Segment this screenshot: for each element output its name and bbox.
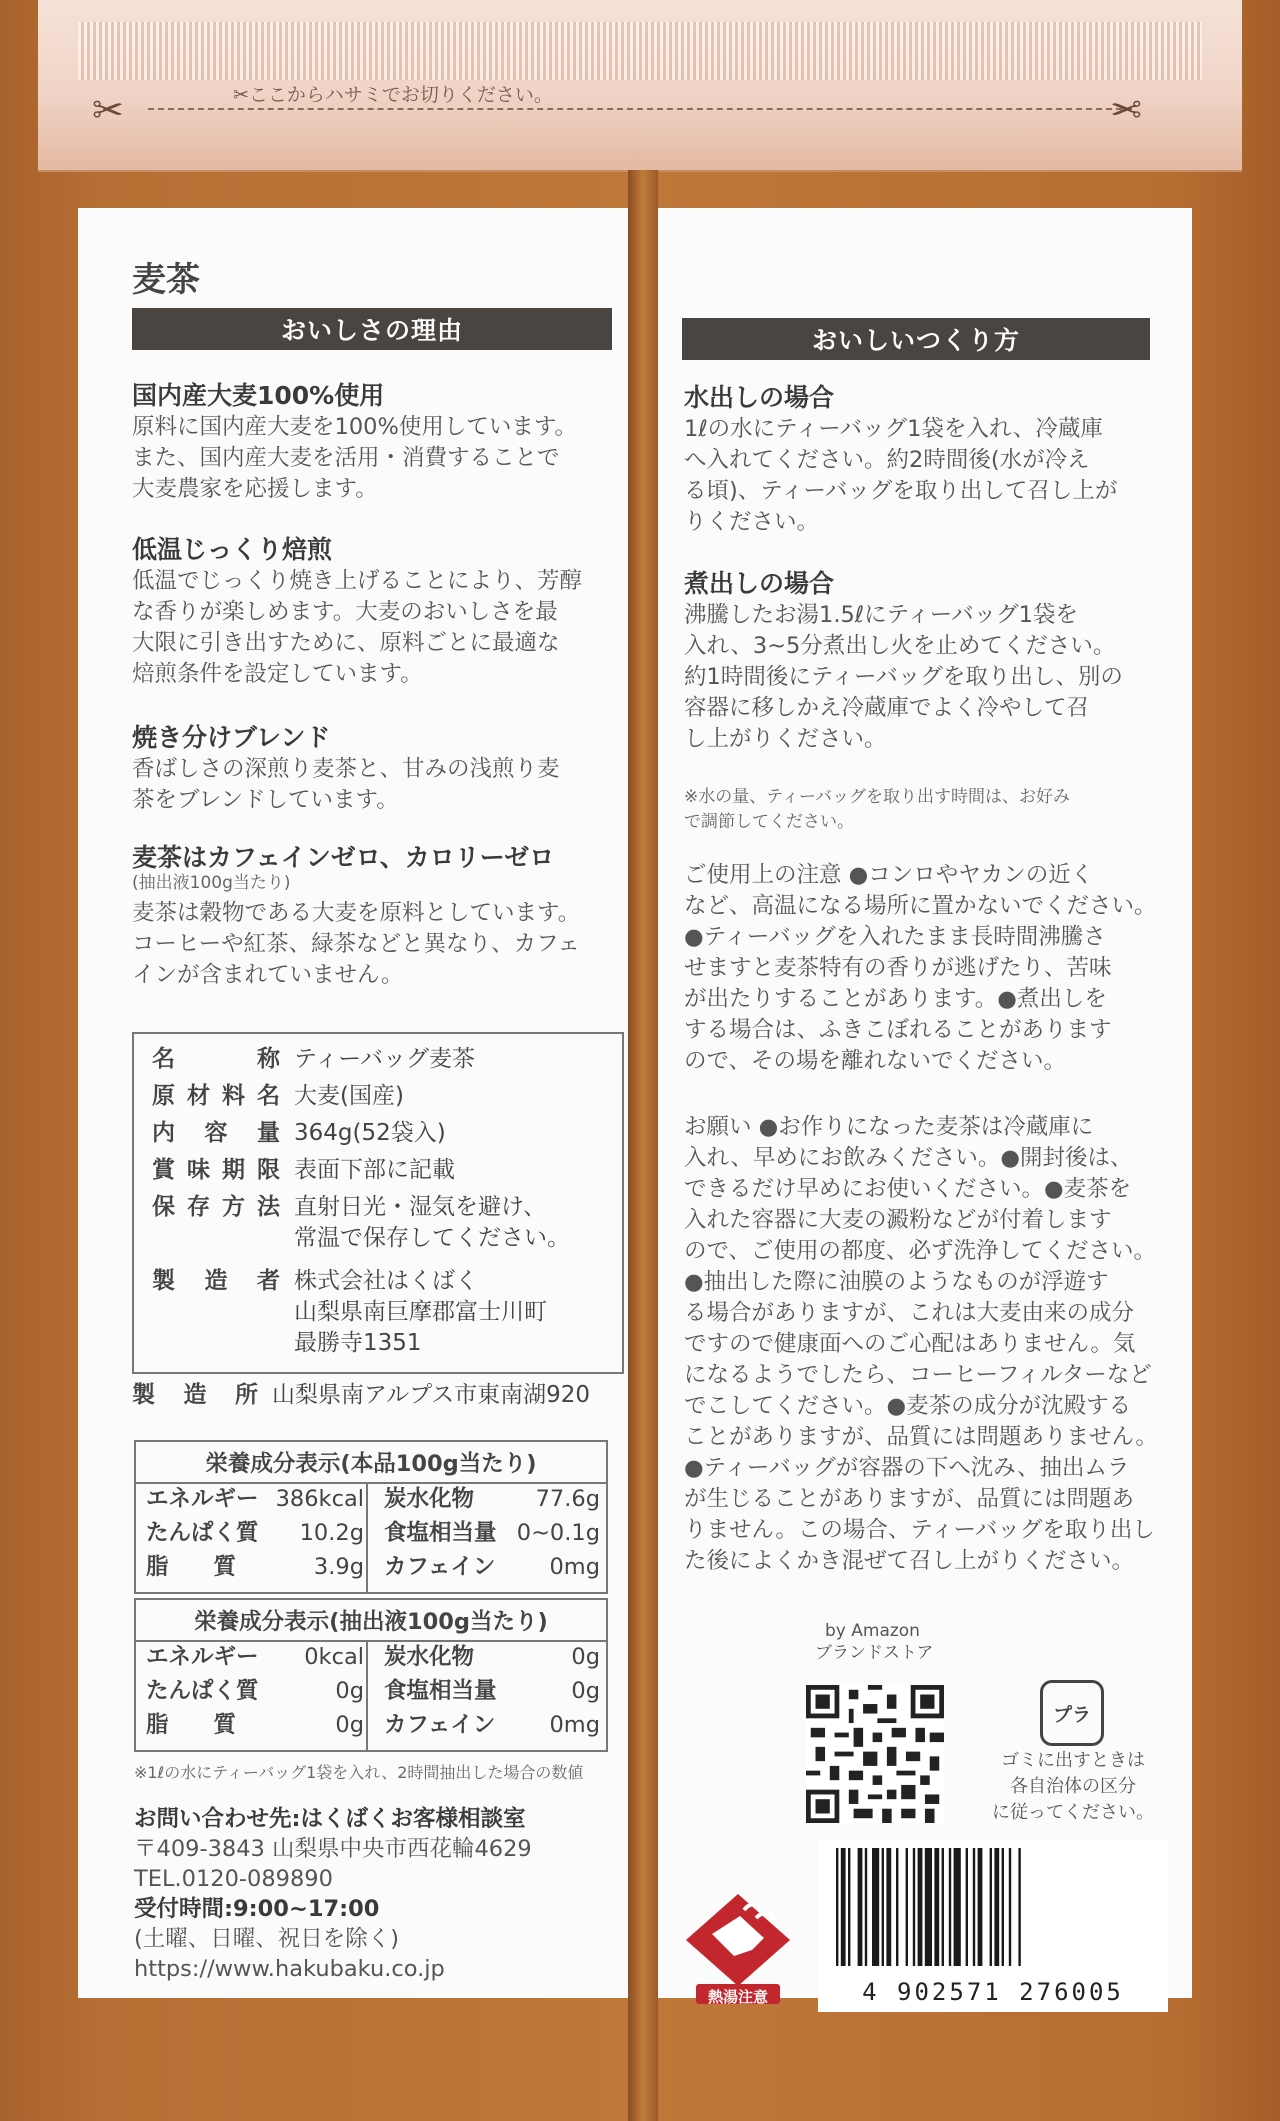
section-text-line: 原料に国内産大麦を100%使用しています。 [132, 414, 578, 440]
section-heading: 煮出しの場合 [684, 569, 835, 598]
section-text-line: な香りが楽しめます。大麦のおいしさを最 [132, 599, 558, 625]
section-text-line: 沸騰したお湯1.5ℓにティーバッグ1袋を [684, 602, 1078, 628]
spec-row [152, 1044, 475, 1075]
nutrient-name: カフェイン [384, 1712, 496, 1738]
section-text-line: 香ばしさの深煎り麦茶と、甘みの浅煎り麦 [132, 756, 560, 782]
request-line: でこしてください。●麦茶の成分が沈殿する [684, 1393, 1132, 1419]
section-text-line: 入れ、3~5分煮出し火を止めてください。 [684, 633, 1116, 659]
barcode-bar [1009, 1848, 1011, 1966]
barcode-bar [906, 1848, 908, 1966]
caution-line: ご使用上の注意 ●コンロやヤカンの近く [684, 862, 1094, 888]
section-text-line: 焙煎条件を設定しています。 [132, 661, 423, 687]
contact-line: お問い合わせ先:はくばくお客様相談室 [134, 1806, 526, 1832]
spec-value-line: 表面下部に記載 [294, 1157, 455, 1183]
caution-line: が出たりすることがあります。●煮出しを [684, 986, 1107, 1012]
spec-label: 名称 [152, 1046, 280, 1072]
section-heading: 麦茶はカフェインゼロ、カロリーゼロ [132, 843, 555, 872]
center-fold [628, 170, 658, 2121]
caution-line: ●ティーバッグを入れたまま長時間沸騰さ [684, 924, 1106, 950]
nutrient-name: 炭水化物 [384, 1486, 475, 1512]
spec-value-line: 364g(52袋入) [294, 1120, 446, 1146]
request-line: ですので健康面へのご心配はありません。気 [684, 1331, 1136, 1357]
nutrient-value: 0g [571, 1644, 600, 1670]
table-divider [366, 1482, 368, 1592]
barcode-bar [1002, 1848, 1004, 1966]
request-line: できるだけ早めにお使いください。●麦茶を [684, 1176, 1132, 1202]
spec-value [294, 1044, 475, 1075]
amazon-line: ブランドストア [815, 1643, 934, 1663]
nutrient-value: 386kcal [275, 1486, 364, 1512]
nutrient-value: 77.6g [535, 1486, 600, 1512]
section-text-line: 茶をブレンドしています。 [132, 787, 399, 813]
nutrient-value: 0~0.1g [516, 1520, 600, 1546]
factory-row [132, 1380, 590, 1411]
hot-water-warning-label: 熱湯注意 [707, 1988, 768, 2006]
nutrient-name: エネルギー [146, 1486, 259, 1512]
spec-row [152, 1155, 455, 1186]
section-text-line: 約1時間後にティーバッグを取り出し、別の [684, 664, 1123, 690]
section-text-line: 1ℓの水にティーバッグ1袋を入れ、冷蔵庫 [684, 416, 1103, 442]
spec-label: 保存方法 [152, 1194, 280, 1220]
amazon-label [815, 1620, 933, 1664]
nutrient-name: 食塩相当量 [384, 1678, 497, 1704]
factory-value: 山梨県南アルプス市東南湖920 [272, 1382, 591, 1408]
barcode-bar [918, 1848, 923, 1966]
caution-line: ので、その場を離れないでください。 [684, 1048, 1067, 1074]
section-text-line: し上がりください。 [684, 726, 887, 752]
disposal-note [988, 1748, 1158, 1826]
request-line: ので、ご使用の都度、必ず洗浄してください。 [684, 1238, 1157, 1264]
nutrient-name: たんぱく質 [146, 1678, 259, 1704]
barcode-bar [934, 1848, 939, 1966]
nutrient-value: 0g [335, 1678, 364, 1704]
barcode-bar [848, 1848, 850, 1966]
contact-line: TEL.0120-089890 [134, 1866, 333, 1892]
section-text-line: 麦茶は穀物である大麦を原料としています。 [132, 900, 581, 926]
contact-line: 〒409-3843 山梨県中央市西花輪4629 [134, 1836, 532, 1862]
qr-code [806, 1685, 944, 1823]
nutrient-name: たんぱく質 [146, 1520, 259, 1546]
factory-label: 製造所 [132, 1382, 258, 1408]
barcode-bar [886, 1848, 891, 1966]
spec-row [152, 1081, 404, 1112]
request-line: る場合がありますが、これは大麦由来の成分 [684, 1300, 1135, 1326]
spec-value [294, 1266, 547, 1359]
barcode-bar [949, 1848, 951, 1966]
nutrient-value: 3.9g [313, 1554, 364, 1580]
barcode-bar [865, 1848, 867, 1966]
section-subnote: (抽出液100g当たり) [132, 873, 291, 893]
nutrient-value: 0mg [549, 1554, 600, 1580]
nutrition-title-product: 栄養成分表示(本品100g当たり) [136, 1442, 606, 1484]
spec-value-line: 最勝寺1351 [294, 1330, 422, 1356]
nutrient-value: 0mg [549, 1712, 600, 1738]
barcode-bar [841, 1848, 846, 1966]
section-text-line: コーヒーや紅茶、緑茶などと異なり、カフェ [132, 931, 580, 957]
spec-value-line: 山梨県南巨摩郡富士川町 [294, 1299, 547, 1325]
barcode-bar [954, 1848, 961, 1966]
barcode-bars [818, 1840, 1168, 1970]
barcode-bar [973, 1848, 975, 1966]
spec-value-line: 大麦(国産) [294, 1083, 404, 1109]
recycle-mark-icon: プラ [1040, 1680, 1104, 1746]
spec-label: 製造者 [152, 1268, 280, 1294]
barcode-bar [942, 1848, 944, 1966]
spec-value-line: 常温で保存してください。 [294, 1225, 570, 1251]
spec-label: 内容量 [152, 1120, 280, 1146]
request-line: になるようでしたら、コーヒーフィルターなど [684, 1362, 1152, 1388]
contact-line: https://www.hakubaku.co.jp [134, 1956, 445, 1982]
section-text-line: へ入れてください。約2時間後(水が冷え [684, 447, 1090, 473]
section-text-line: また、国内産大麦を活用・消費することで [132, 445, 560, 471]
caution-line: など、高温になる場所に置かないでください。 [684, 893, 1157, 919]
request-line: 入れた容器に大麦の澱粉などが付着します [684, 1207, 1112, 1233]
contact-line: 受付時間:9:00~17:00 [134, 1896, 380, 1922]
nutrient-name: 食塩相当量 [384, 1520, 497, 1546]
barcode-bar [896, 1848, 898, 1966]
nutrient-name: エネルギー [146, 1644, 259, 1670]
section-text-line: 容器に移しかえ冷蔵庫でよく冷やして召 [684, 695, 1090, 721]
nutrition-title-extract: 栄養成分表示(抽出液100g当たり) [136, 1600, 606, 1642]
spec-value [294, 1155, 455, 1186]
cut-note: ✂ここからハサミでお切りください。 [233, 84, 553, 106]
section-heading: 国内産大麦100%使用 [132, 381, 385, 410]
barcode-bar [925, 1848, 932, 1966]
table-divider [366, 1640, 368, 1750]
barcode-bar [836, 1848, 838, 1966]
barcode-bar [872, 1848, 879, 1966]
barcode-bar [882, 1848, 884, 1966]
barcode [818, 1840, 1168, 2012]
nutrient-name: カフェイン [384, 1554, 496, 1580]
spec-value [294, 1192, 570, 1254]
spec-label: 原材料名 [152, 1083, 280, 1109]
cut-line [148, 108, 1132, 110]
scissors-icon: ✂ [92, 88, 124, 132]
section-text-line: インが含まれていません。 [132, 962, 404, 988]
section-text-line: 大麦農家を応援します。 [132, 476, 378, 502]
seal-ribs [78, 22, 1202, 80]
barcode-number: 4 902571 276005 [862, 1978, 1124, 2006]
nutrient-value: 0g [571, 1678, 600, 1704]
seal-strip [38, 0, 1242, 172]
section-text-line: 大限に引き出すために、原料ごとに最適な [132, 630, 560, 656]
nutrient-value: 0kcal [304, 1644, 364, 1670]
request-line: お願い ●お作りになった麦茶は冷蔵庫に [684, 1114, 1094, 1140]
section-text-line: 低温でじっくり焼き上げることにより、芳醇 [132, 568, 583, 594]
request-line: 入れ、早めにお飲みください。●開封後は、 [684, 1145, 1133, 1171]
section-text-line: る頃)、ティーバッグを取り出して召し上が [684, 478, 1118, 504]
request-line: た後によくかき混ぜて召し上がりください。 [684, 1548, 1135, 1574]
barcode-bar [1018, 1848, 1020, 1966]
nutrient-value: 0g [335, 1712, 364, 1738]
product-title: 麦茶 [132, 260, 200, 300]
barcode-bar [858, 1848, 863, 1966]
note-line: ※水の量、ティーバッグを取り出す時間は、お好み [684, 787, 1071, 807]
spec-label: 賞味期限 [152, 1157, 280, 1183]
nutrient-name: 脂 質 [146, 1554, 237, 1580]
nutrient-value: 10.2g [299, 1520, 364, 1546]
nutrition-note: ※1ℓの水にティーバッグ1袋を入れ、2時間抽出した場合の数値 [134, 1763, 584, 1782]
disposal-line: ゴミに出すときは [1001, 1750, 1145, 1771]
request-line: ことがありますが、品質には問題ありません。 [684, 1424, 1158, 1450]
spec-row [152, 1266, 547, 1359]
barcode-bar [966, 1848, 968, 1966]
barcode-bar [990, 1848, 992, 1966]
spec-row [152, 1192, 570, 1254]
contact-line: (土曜、日曜、祝日を除く) [134, 1926, 400, 1952]
caution-line: する場合は、ふきこぼれることがあります [684, 1017, 1112, 1043]
request-line: が生じることがありますが、品質には問題あ [684, 1486, 1135, 1512]
spec-row [152, 1118, 446, 1149]
recipe-header: おいしいつくり方 [682, 318, 1150, 360]
section-heading: 焼き分けブレンド [132, 723, 331, 752]
spec-value [294, 1081, 404, 1112]
spec-value-line: ティーバッグ麦茶 [294, 1046, 476, 1072]
nutrient-name: 脂 質 [146, 1712, 237, 1738]
request-line: ●ティーバッグが容器の下へ沈み、抽出ムラ [684, 1455, 1130, 1481]
barcode-bar [913, 1848, 915, 1966]
nutrient-name: 炭水化物 [384, 1644, 475, 1670]
section-heading: 水出しの場合 [684, 383, 835, 412]
note-line: で調節してください。 [684, 812, 854, 832]
caution-line: せますと麦茶特有の香りが逃げたり、苦味 [684, 955, 1112, 981]
reasons-header: おいしさの理由 [132, 308, 612, 350]
barcode-bar [994, 1848, 999, 1966]
spec-value [294, 1118, 446, 1149]
section-heading: 低温じっくり焙煎 [132, 535, 333, 564]
scissors-icon: ✂ [1110, 88, 1142, 132]
request-line: りません。この場合、ティーバッグを取り出し [684, 1517, 1155, 1543]
section-text-line: りください。 [684, 509, 820, 535]
disposal-line: に従ってください。 [992, 1802, 1154, 1823]
request-line: ●抽出した際に油膜のようなものが浮遊す [684, 1269, 1109, 1295]
barcode-bar [978, 1848, 983, 1966]
spec-value-line: 株式会社はくばく [294, 1268, 478, 1294]
spec-value-line: 直射日光・湿気を避け、 [294, 1194, 547, 1220]
amazon-line: by Amazon [825, 1621, 920, 1641]
disposal-line: 各自治体の区分 [1010, 1776, 1136, 1797]
